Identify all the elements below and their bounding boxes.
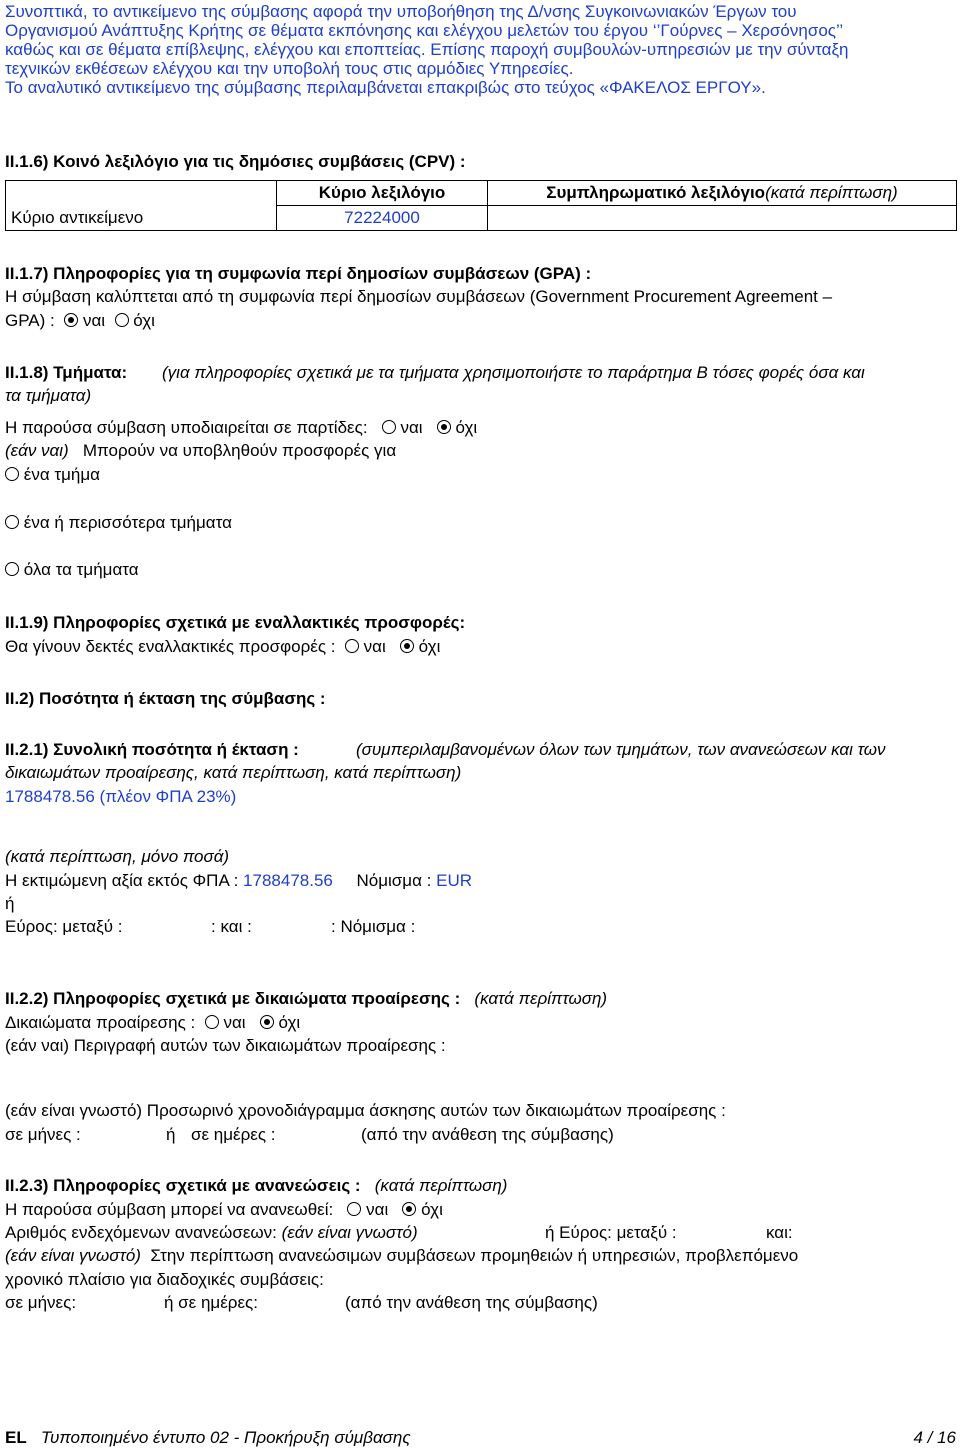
options-no-radio[interactable] (260, 1015, 274, 1029)
variants-row (5, 637, 440, 657)
section-title-cpv: II.1.6) Κοινό λεξιλόγιο για τις δημόσιες συμβάσεις (CPV) : (5, 152, 466, 171)
lots-option-several (5, 513, 232, 533)
variants-no-label: όχι (418, 637, 441, 656)
section-title-options: II.2.2) Πληροφορίες σχετικά με δικαιώματα προαίρεσης : (5, 989, 461, 1008)
renewals-no-radio[interactable] (402, 1202, 416, 1216)
lots-several-label: ένα ή περισσότερα τμήματα (23, 513, 232, 532)
lots-option-all (5, 560, 139, 580)
gpa-choice-row (5, 311, 155, 331)
lots-note-cont: τα τμήματα) (5, 386, 92, 405)
currency-value: EUR (436, 871, 473, 890)
gpa-yes-label: ναι (82, 311, 106, 330)
lots-several-radio[interactable] (5, 515, 19, 529)
total-note-cont: δικαιωμάτων προαίρεσης, κατά περίπτωση, κατά περίπτωση) (5, 763, 462, 782)
currency-label: Νόμισμα : (356, 871, 432, 890)
renewals-yes-label: ναι (366, 1200, 389, 1219)
header-line: τεχνικών εκθέσεων ελέγχου και την υποβολή τους στις αρμόδιες Υπηρεσίες. (5, 59, 574, 78)
gpa-text: Η σύμβαση καλύπτεται από τη συμφωνία περί δημοσίων συμβάσεων (Government Procurement Agreement – (5, 287, 833, 306)
renewals-days: ή σε ημέρες: (164, 1293, 258, 1312)
header-line: καθώς και σε θέματα επίβλεψης, ελέγχου και εποπτείας. Επίσης παροχή συμβουλών-υπηρεσιών με την σύνταξη (5, 40, 849, 59)
page-footer (5, 1428, 956, 1448)
gpa-no-radio[interactable] (115, 313, 129, 327)
renewals-yes-radio[interactable] (347, 1202, 361, 1216)
lots-question: Η παρούσα σύμβαση υποδιαιρείται σε παρτίδες: (5, 418, 368, 437)
renewals-count: Αριθμός ενδεχόμενων ανανεώσεων: (5, 1223, 277, 1242)
cpv-supp-label: Συμπληρωματικό λεξιλόγιο (546, 183, 766, 202)
renewals-title-row (5, 1176, 507, 1196)
range-label: Εύρος: μεταξύ : (5, 917, 123, 936)
section-title-gpa: II.1.7) Πληροφορίες για τη συμφωνία περί δημοσίων συμβάσεων (GPA) : (5, 264, 592, 283)
header-line: Οργανισμού Ανάπτυξης Κρήτης σε θέματα εκπόνησης και ελέγχου μελετών του έργου ‘’Γούρνες – Χερσόνησος’’ (5, 21, 844, 40)
options-days: σε ημέρες : (191, 1125, 276, 1144)
variants-yes-label: ναι (363, 637, 386, 656)
header-line: Το αναλυτικό αντικείμενο της σύμβασης περιλαμβάνεται επακριβώς στο τεύχος «ΦΑΚΕΛΟΣ ΕΡΓΟΥ». (5, 78, 766, 97)
renewals-question: Η παρούσα σύμβαση μπορεί να ανανεωθεί: (5, 1200, 334, 1219)
variants-question: Θα γίνουν δεκτές εναλλακτικές προσφορές : (5, 637, 336, 656)
options-row (5, 1013, 300, 1033)
header-line: Συνοπτικά, το αντικείμενο της σύμβασης αφορά την υποβοήθηση της Δ/νσης Συγκοινωνιακών Έργων του (5, 2, 797, 21)
section-title-quantity: II.2) Ποσότητα ή έκταση της σύμβασης : (5, 689, 326, 708)
options-question: Δικαιώματα προαίρεσης : (5, 1013, 196, 1032)
options-yes-radio[interactable] (205, 1015, 219, 1029)
renewals-count-row (5, 1223, 418, 1243)
renewals-known: (εάν είναι γνωστό) (5, 1246, 141, 1265)
renewals-known-text: Στην περίπτωση ανανεώσιμων συμβάσεων προμηθειών ή υπηρεσιών, προβλεπόμενο (150, 1246, 799, 1265)
or-label: ή (5, 894, 15, 913)
renewals-known-cont: χρονικό πλαίσιο για διαδοχικές συμβάσεις: (5, 1270, 324, 1289)
variants-yes-radio[interactable] (345, 639, 359, 653)
lots-option-one (5, 465, 100, 485)
options-no-label: όχι (278, 1013, 301, 1032)
cpv-supp-note: (κατά περίπτωση) (765, 183, 898, 202)
lots-yes-radio[interactable] (382, 420, 396, 434)
lots-question-row (5, 418, 477, 438)
renewals-range: ή Εύρος: μεταξύ : (545, 1223, 677, 1242)
options-description: (εάν ναι) Περιγραφή αυτών των δικαιωμάτων προαίρεσης : (5, 1036, 446, 1055)
estimate-row (5, 871, 472, 891)
options-or: ή (166, 1125, 176, 1144)
lots-all-radio[interactable] (5, 562, 19, 576)
lots-ifyes-text: Μπορούν να υποβληθούν προσφορές για (82, 441, 397, 460)
variants-no-radio[interactable] (400, 639, 414, 653)
section-title-variants: II.1.9) Πληροφορίες σχετικά με εναλλακτικές προσφορές: (5, 613, 466, 632)
gpa-yes-radio[interactable] (64, 313, 78, 327)
total-note: (συμπεριλαμβανομένων όλων των τμημάτων, των ανανεώσεων και των (356, 740, 886, 759)
cpv-empty-cell (6, 181, 277, 206)
section-title-total: II.2.1) Συνολική ποσότητα ή έκταση : (5, 740, 299, 759)
renewals-range-and: και: (766, 1223, 793, 1242)
section-title-renewals: II.2.3) Πληροφορίες σχετικά με ανανεώσεις : (5, 1176, 361, 1195)
cpv-supp-header (488, 181, 957, 206)
lots-all-label: όλα τα τμήματα (23, 560, 139, 579)
cpv-supp-code (488, 206, 957, 231)
options-months: σε μήνες : (5, 1125, 81, 1144)
lots-ifyes-row (5, 441, 396, 461)
amount-note: (κατά περίπτωση, μόνο ποσά) (5, 847, 230, 866)
total-amount: 1788478.56 (πλέον ΦΠΑ 23%) (5, 787, 237, 806)
cpv-main-header: Κύριο λεξιλόγιο (277, 181, 488, 206)
estimate-label: Η εκτιμώμενη αξία εκτός ΦΠΑ : (5, 871, 239, 890)
lots-ifyes: (εάν ναι) (5, 441, 69, 460)
options-yes-label: ναι (223, 1013, 246, 1032)
footer-lang: EL (5, 1428, 27, 1447)
lots-one-radio[interactable] (5, 467, 19, 481)
renewals-row (5, 1200, 443, 1220)
lots-note: (για πληροφορίες σχετικά με τα τμήματα χρησιμοποιήστε το παράρτημα B τόσες φορές όσα και (162, 363, 865, 382)
renewals-title-note: (κατά περίπτωση) (374, 1176, 508, 1195)
section-title-lots: II.1.8) Τμήματα: (5, 363, 128, 382)
estimate-value: 1788478.56 (243, 871, 333, 890)
renewals-no-label: όχι (421, 1200, 443, 1219)
cpv-table (5, 180, 957, 231)
range-currency: : Νόμισμα : (331, 917, 416, 936)
renewals-known-row (5, 1246, 798, 1266)
footer-form-name: Τυποποιημένο έντυπο 02 - Προκήρυξη σύμβασης (40, 1428, 411, 1447)
lots-no-label: όχι (455, 418, 478, 437)
range-and: : και : (211, 917, 252, 936)
footer-page-number: 4 / 16 (913, 1428, 956, 1447)
cpv-row-label: Κύριο αντικείμενο (6, 206, 277, 231)
renewals-count-note: (εάν είναι γνωστό) (281, 1223, 418, 1242)
options-title-row (5, 989, 607, 1009)
lots-yes-label: ναι (400, 418, 423, 437)
options-title-note: (κατά περίπτωση) (474, 989, 608, 1008)
lots-one-label: ένα τμήμα (23, 465, 100, 484)
options-schedule: (εάν είναι γνωστό) Προσωρινό χρονοδιάγραμμα άσκησης αυτών των δικαιωμάτων προαίρεσης : (5, 1101, 726, 1120)
renewals-months: σε μήνες: (5, 1293, 77, 1312)
renewals-from: (από την ανάθεση της σύμβασης) (345, 1293, 598, 1312)
cpv-main-code: 72224000 (277, 206, 488, 231)
options-from: (από την ανάθεση της σύμβασης) (361, 1125, 614, 1144)
gpa-no-label: όχι (133, 311, 155, 330)
gpa-text-cont: GPA) : (5, 311, 55, 330)
lots-no-radio[interactable] (437, 420, 451, 434)
